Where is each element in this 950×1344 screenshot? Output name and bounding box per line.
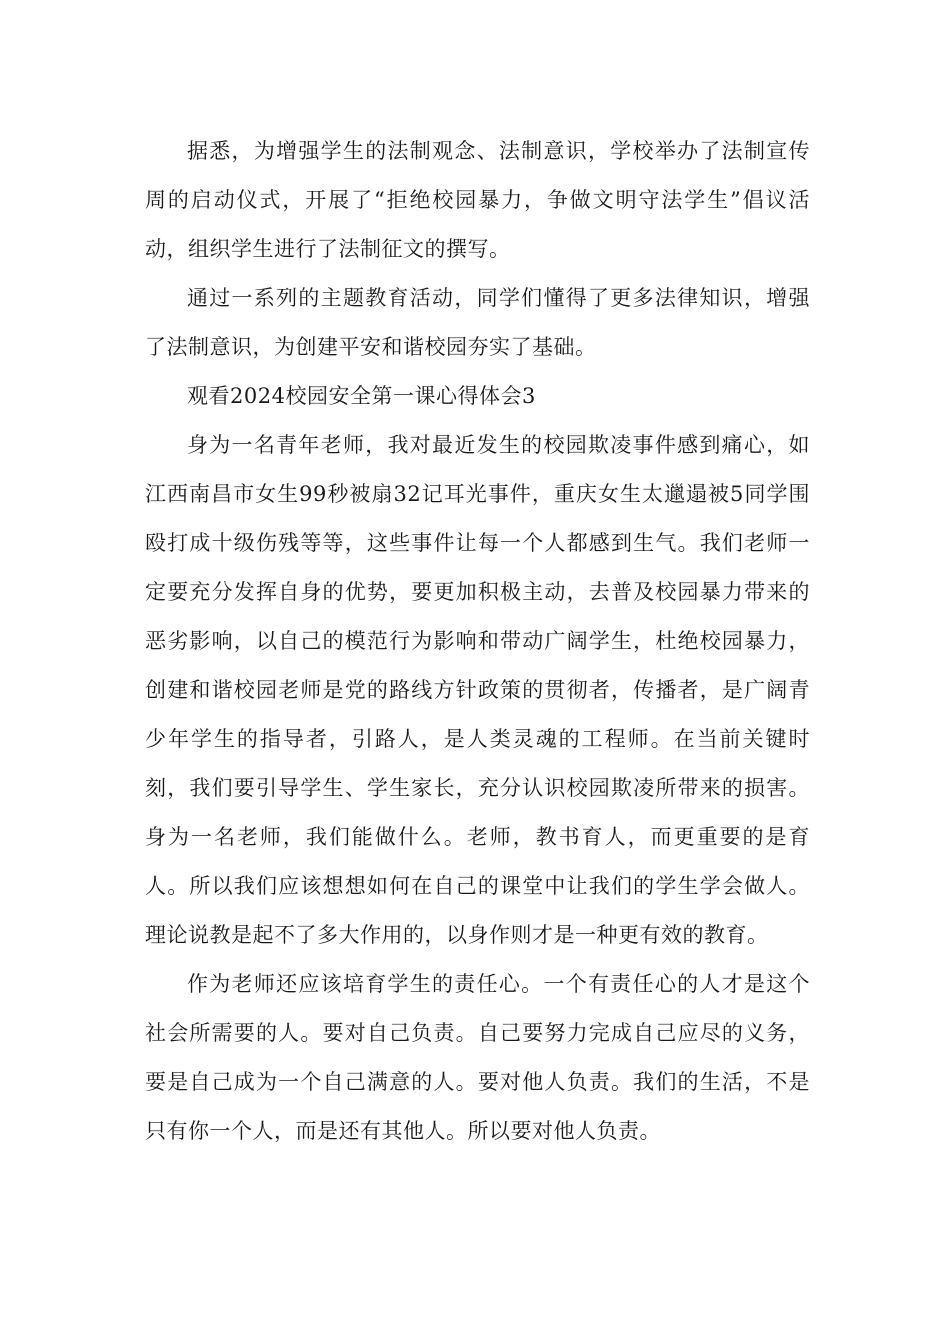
paragraph-responsibility: 作为老师还应该培育学生的责任心。一个有责任心的人才是这个社会所需要的人。要对自己负责。自己要努力完成自己应尽的义务，要是自己成为一个自己满意的人。要对他人负责。我们的生活，不是只有你一个人，而是还有其他人。所以要对他人负责。 — [145, 972, 810, 1143]
section-heading: 观看2024校园安全第一课心得体会3 — [187, 384, 536, 408]
paragraph-teacher-reflection: 身为一名青年老师，我对最近发生的校园欺凌事件感到痛心，如江西南昌市女生99秒被扇32记耳光事件，重庆女生太邋遢被5同学围殴打成十级伤残等等，这些事件让每一个人都感到生气。我们老师一定要充分发挥自身的优势，要更加积极主动，去普及校园暴力带来的恶劣影响，以自己的模范行为影响和带动广阔学生，杜绝校园暴力，创建和谐校园老师是党的路线方针政策的贯彻者，传播者，是广阔青少年学生的指导者，引路人，是人类灵魂的工程师。在当前关键时刻，我们要引导学生、学生家长，充分认识校园欺凌所带来的损害。身为一名老师，我们能做什么。老师，教书育人，而更重要的是育人。所以我们应该想想如何在自己的课堂中让我们的学生学会做人。理论说教是起不了多大作用的，以身作则才是一种更有效的教育。 — [145, 433, 810, 947]
document-body — [145, 127, 810, 1156]
paragraph-education-results: 通过一系列的主题教育活动，同学们懂得了更多法律知识，增强了法制意识，为创建平安和谐校园夯实了基础。 — [145, 286, 810, 359]
paragraph-publicity-week: 据悉，为增强学生的法制观念、法制意识，学校举办了法制宣传周的启动仪式，开展了“拒绝校园暴力，争做文明守法学生”倡议活动，组织学生进行了法制征文的撰写。 — [145, 139, 810, 261]
